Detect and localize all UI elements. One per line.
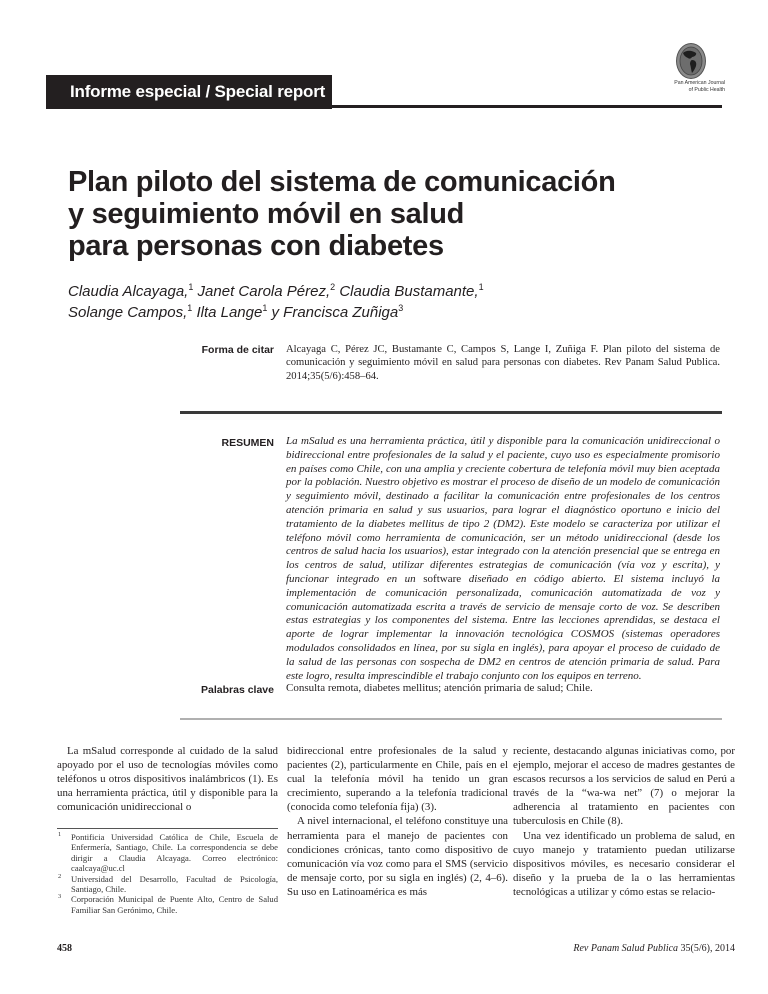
affiliation-marker: 3 bbox=[398, 303, 404, 313]
affiliation-marker: 1 bbox=[188, 282, 194, 292]
body-column-2 bbox=[287, 744, 508, 899]
author-name: Janet Carola Pérez, bbox=[197, 283, 331, 300]
body-paragraph: La mSalud corresponde al cuidado de la salud apoyado por el uso de tecnologías móviles como teléfonos u otros dispositivos inalámbricos (1). Es una herramienta práctica, útil y disponible para la comunicación unidireccional o bbox=[57, 745, 278, 814]
title-line: para personas con diabetes bbox=[68, 230, 444, 262]
footnote: 1 Pontificia Universidad Católica de Chile, Escuela de Enfermería, Santiago, Chile. La correspondencia se debe dirigir a Claudia Alcayaga. Correo electrónico: caalcaya@uc.cl bbox=[58, 831, 278, 874]
author-name: Ilta Lange bbox=[196, 304, 263, 321]
footnote: 3 Corporación Municipal de Puente Alto, Centro de Salud Familiar San Gerónimo, Chile. bbox=[58, 893, 278, 915]
globe-americas-icon bbox=[676, 43, 706, 79]
title-line: Plan piloto del sistema de comunicación bbox=[68, 166, 616, 198]
journal-reference: Rev Panam Salud Publica 35(5/6), 2014 bbox=[573, 943, 735, 954]
author-name: Claudia Alcayaga, bbox=[68, 283, 189, 300]
citation-label: Forma de citar bbox=[201, 344, 274, 356]
affiliation-marker: 1 bbox=[187, 303, 193, 313]
article-title bbox=[68, 166, 668, 262]
section-divider bbox=[180, 411, 722, 414]
footnote-rule bbox=[57, 828, 278, 829]
author-list bbox=[68, 281, 668, 323]
body-paragraph: Una vez identificado un problema de salud, en cuyo manejo y tratamiento puedan utilizarse dispositivos móviles, es necesario considerar el diseño y la prueba de la o las herramientas tecnológicas a utilizar y cómo estas se relacio- bbox=[513, 829, 735, 898]
section-divider-light bbox=[180, 718, 722, 720]
body-paragraph: reciente, destacando algunas iniciativas como, por ejemplo, mejorar el acceso de madres gestantes de escasos recursos a los servicios de salud en Perú a través de la “wa-wa net” (7) o mejorar la adherencia al tratamiento en pacientes con tuberculosis en Chile (8). bbox=[513, 745, 735, 828]
abstract-text: La mSalud es una herramienta práctica, útil y disponible para la comunicación unidireccional o bidireccional entre profesionales de la salud y el paciente, cuyo uso es especialmente promisorio en países como Chile, con una amplia y creciente cobertura de telefonía móvil muy bien aceptada por la población. Nuestro objetivo es mostrar el proceso de diseño de un modelo de comunicación y seguimiento móvil, destinado a facilitar la comunicación entre profesionales de los centros atención primaria en salud y sus usuarios, para lograr el diagnóstico oportuno e inicio del tratamiento de la diabetes mellitus de tipo 2 (DM2). Este modelo se caracteriza por utilizar el teléfono móvil como herramienta de comunicación, ser un método unidireccional (desde los centros de salud hacia los usuarios), estar integrado con la atención presencial que se entrega en los centros de salud, utilizar diferentes estrategias de comunicación (vía voz y escrita), y funcionar integrado en un software diseñado en código abierto. El sistema incluyó la implementación de comunicación personalizada, comunicación automatizada de voz y comunicación automatizada escrita a través de servicio de mensaje corto de voz. Se describen estas estrategias y los componentes del sistema. Entre las lecciones aprendidas, se destaca el aporte de lograr implementar la innovación tecnológica COSMOS (sistemas operadores modulados consolidados en línea, por su sigla en inglés), para apoyar el proceso de cuidado de la salud de las personas con sospecha de DM2 en centros de atención primaria de salud. Para este logro, resulta imprescindible el trabajo conjunto con los equipos en terreno. bbox=[286, 435, 721, 682]
header-rule bbox=[332, 105, 722, 108]
footnote: 2 Universidad del Desarrollo, Facultad de Psicología, Santiago, Chile. bbox=[58, 872, 278, 895]
section-banner bbox=[46, 75, 332, 109]
body-paragraph: A nivel internacional, el teléfono constituye una herramienta para el manejo de pacientes con condiciones crónicas, tanto como dispositivo de comunicación vía voz como para el SMS (servicio de mensaje corto, por su sigla en inglés) (2, 4–6). Su uso en Latinoamérica es más bbox=[287, 815, 508, 898]
keywords-label: Palabras clave bbox=[201, 684, 274, 696]
author-name: y Francisca Zuñiga bbox=[271, 304, 399, 321]
author-name: Solange Campos, bbox=[68, 304, 188, 321]
affiliation-marker: 1 bbox=[478, 282, 484, 292]
title-line: y seguimiento móvil en salud bbox=[68, 198, 465, 230]
affiliation-marker: 2 bbox=[330, 282, 336, 292]
logo-caption: Pan American Journal of Public Health bbox=[674, 80, 725, 93]
page-number: 458 bbox=[57, 943, 72, 954]
abstract-label: RESUMEN bbox=[221, 437, 274, 449]
author-name: Claudia Bustamante, bbox=[339, 283, 479, 300]
affiliation-marker: 1 bbox=[262, 303, 268, 313]
footnotes bbox=[57, 832, 278, 915]
journal-logo bbox=[665, 43, 725, 101]
section-label: Informe especial / Special report bbox=[70, 82, 326, 101]
body-paragraph: bidireccional entre profesionales de la salud y pacientes (2), particularmente en Chile, país en el cual la telefonía móvil ha tenido un gran crecimiento, superando a la telefonía tradicional (conocida como telefonía fija) (3). bbox=[287, 745, 508, 814]
body-column-3 bbox=[513, 744, 735, 899]
keywords-text: Consulta remota, diabetes mellitus; atención primaria de salud; Chile. bbox=[286, 682, 593, 694]
body-column-1 bbox=[57, 744, 278, 814]
citation-text: Alcayaga C, Pérez JC, Bustamante C, Campos S, Lange I, Zuñiga F. Plan piloto del sistema de comunicación y seguimiento móvil en salud para personas con diabetes. Rev Panam Salud Publica. 2014;35(5/6):458–64. bbox=[286, 344, 720, 382]
